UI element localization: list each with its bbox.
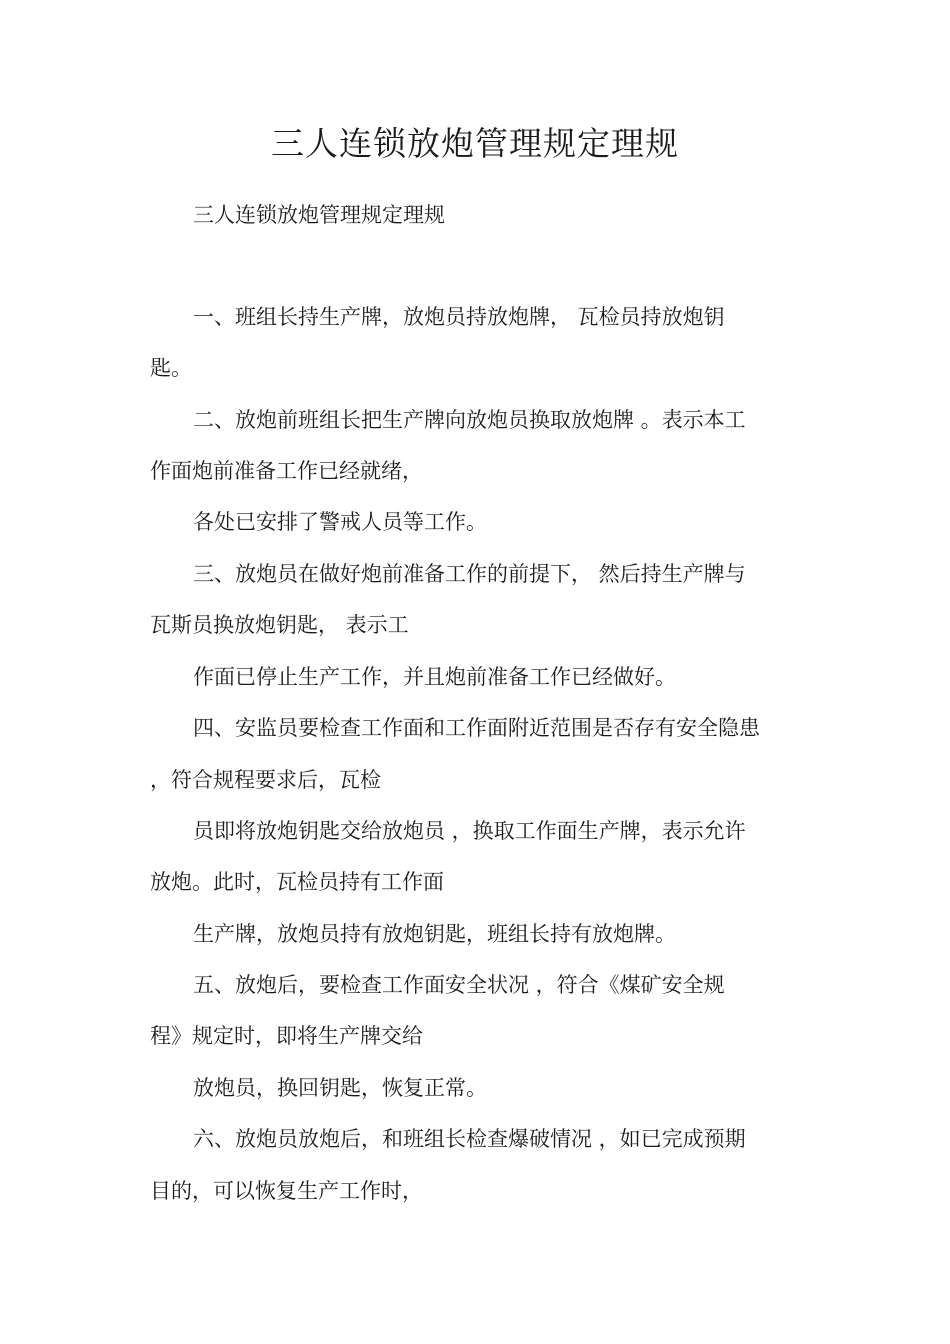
paragraph-line: 放炮员，换回钥匙，恢复正常。 — [193, 1076, 487, 1100]
paragraph-line: 程》规定时，即将生产牌交给 — [150, 1024, 423, 1048]
paragraph-line: ，符合规程要求后，瓦检 — [150, 768, 381, 792]
paragraph-line: 二、放炮前班组长把生产牌向放炮员换取放炮牌 。表示本工 — [193, 408, 746, 432]
paragraph-line: 目的，可以恢复生产工作时， — [150, 1179, 423, 1203]
document-title: 三人连锁放炮管理规定理规 — [271, 124, 679, 163]
paragraph-line: 作面炮前准备工作已经就绪， — [150, 459, 423, 483]
paragraph-line: 各处已安排了警戒人员等工作。 — [193, 510, 487, 534]
paragraph-line: 一、班组长持生产牌，放炮员持放炮牌， 瓦检员持放炮钥 — [193, 305, 725, 329]
paragraph-line: 三、放炮员在做好炮前准备工作的前提下， 然后持生产牌与 — [193, 562, 746, 586]
paragraph-line: 作面已停止生产工作，并且炮前准备工作已经做好。 — [193, 665, 676, 689]
paragraph-line: 匙。 — [150, 356, 192, 380]
paragraph-line: 五、放炮后，要检查工作面安全状况 ，符合《煤矿安全规 — [193, 973, 725, 997]
document-subtitle: 三人连锁放炮管理规定理规 — [193, 203, 445, 227]
paragraph-line: 生产牌，放炮员持有放炮钥匙，班组长持有放炮牌。 — [193, 922, 676, 946]
paragraph-line: 瓦斯员换放炮钥匙， 表示工 — [150, 613, 409, 637]
paragraph-line: 四、安监员要检查工作面和工作面附近范围是否存有安全隐患 — [193, 716, 760, 740]
paragraph-line: 员即将放炮钥匙交给放炮员 ，换取工作面生产牌，表示允许 — [193, 819, 746, 843]
paragraph-line: 放炮。此时，瓦检员持有工作面 — [150, 870, 444, 894]
paragraph-line: 六、放炮员放炮后，和班组长检查爆破情况 ，如已完成预期 — [193, 1127, 746, 1151]
